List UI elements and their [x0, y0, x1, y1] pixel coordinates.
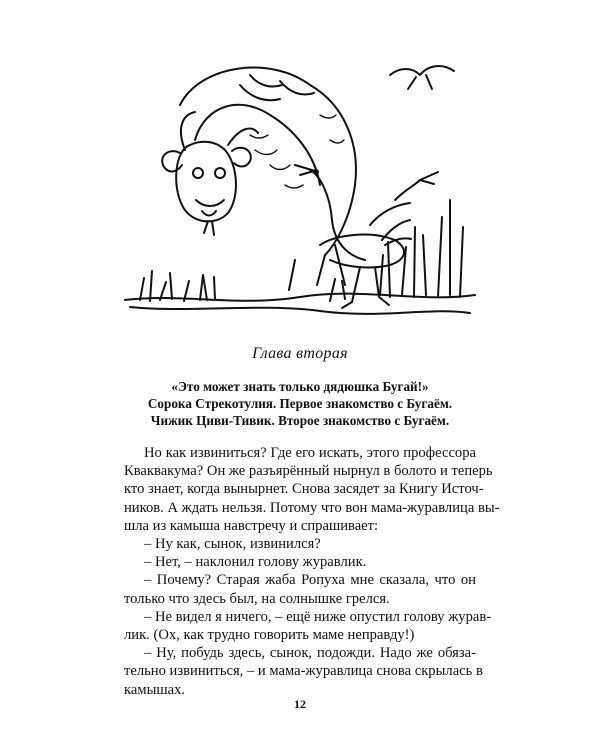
text-line: только что здесь был, на солнышке грелся. — [124, 590, 390, 607]
summary-line: Сорока Стрекотулия. Первое знакомство с Бугаём. — [147, 396, 453, 411]
text-line: Кваквакума? Он же разъярённый нырнул в болото и теперь — [124, 463, 493, 480]
summary-line: «Это может знать только дядюшка Бугай!» — [171, 379, 429, 394]
chapter-summary — [100, 378, 500, 429]
summary-line: Чижик Циви-Тивик. Второе знакомство с Бугаём. — [150, 413, 450, 428]
text-line: ников. А ждать нельзя. Потому что вон мама-журавлица вы- — [124, 499, 500, 516]
body-text — [124, 444, 500, 699]
text-line: – Не видел я ничего, – ещё ниже опустил голову журав- — [144, 608, 492, 625]
text-line: шла из камыша навстречу и спрашивает: — [124, 517, 379, 534]
text-line: – Ну как, сынок, извинился? — [144, 536, 321, 553]
illustration-bull-crane-bird-icon — [120, 45, 480, 330]
text-line: лик. (Ох, как трудно говорить маме неправду!) — [124, 627, 415, 644]
text-line: камышах. — [124, 681, 186, 698]
text-line: тельно извиниться, – и мама-журавлица снова скрылась в — [124, 663, 483, 680]
text-line: кто знает, когда вынырнет. Снова засядет за Книгу Источ- — [124, 481, 484, 498]
text-line: – Почему? Старая жаба Ропуха мне сказала, что он — [144, 572, 476, 589]
page-number: 12 — [294, 697, 306, 711]
text-line: – Нет, – наклонил голову журавлик. — [144, 554, 367, 571]
text-line: Но как извиниться? Где его искать, этого профессора — [144, 445, 476, 461]
text-line: – Ну, побудь здесь, сынок, подожди. Надо же обяза- — [144, 645, 476, 662]
chapter-illustration — [120, 45, 480, 330]
chapter-title: Глава вторая — [252, 345, 348, 362]
